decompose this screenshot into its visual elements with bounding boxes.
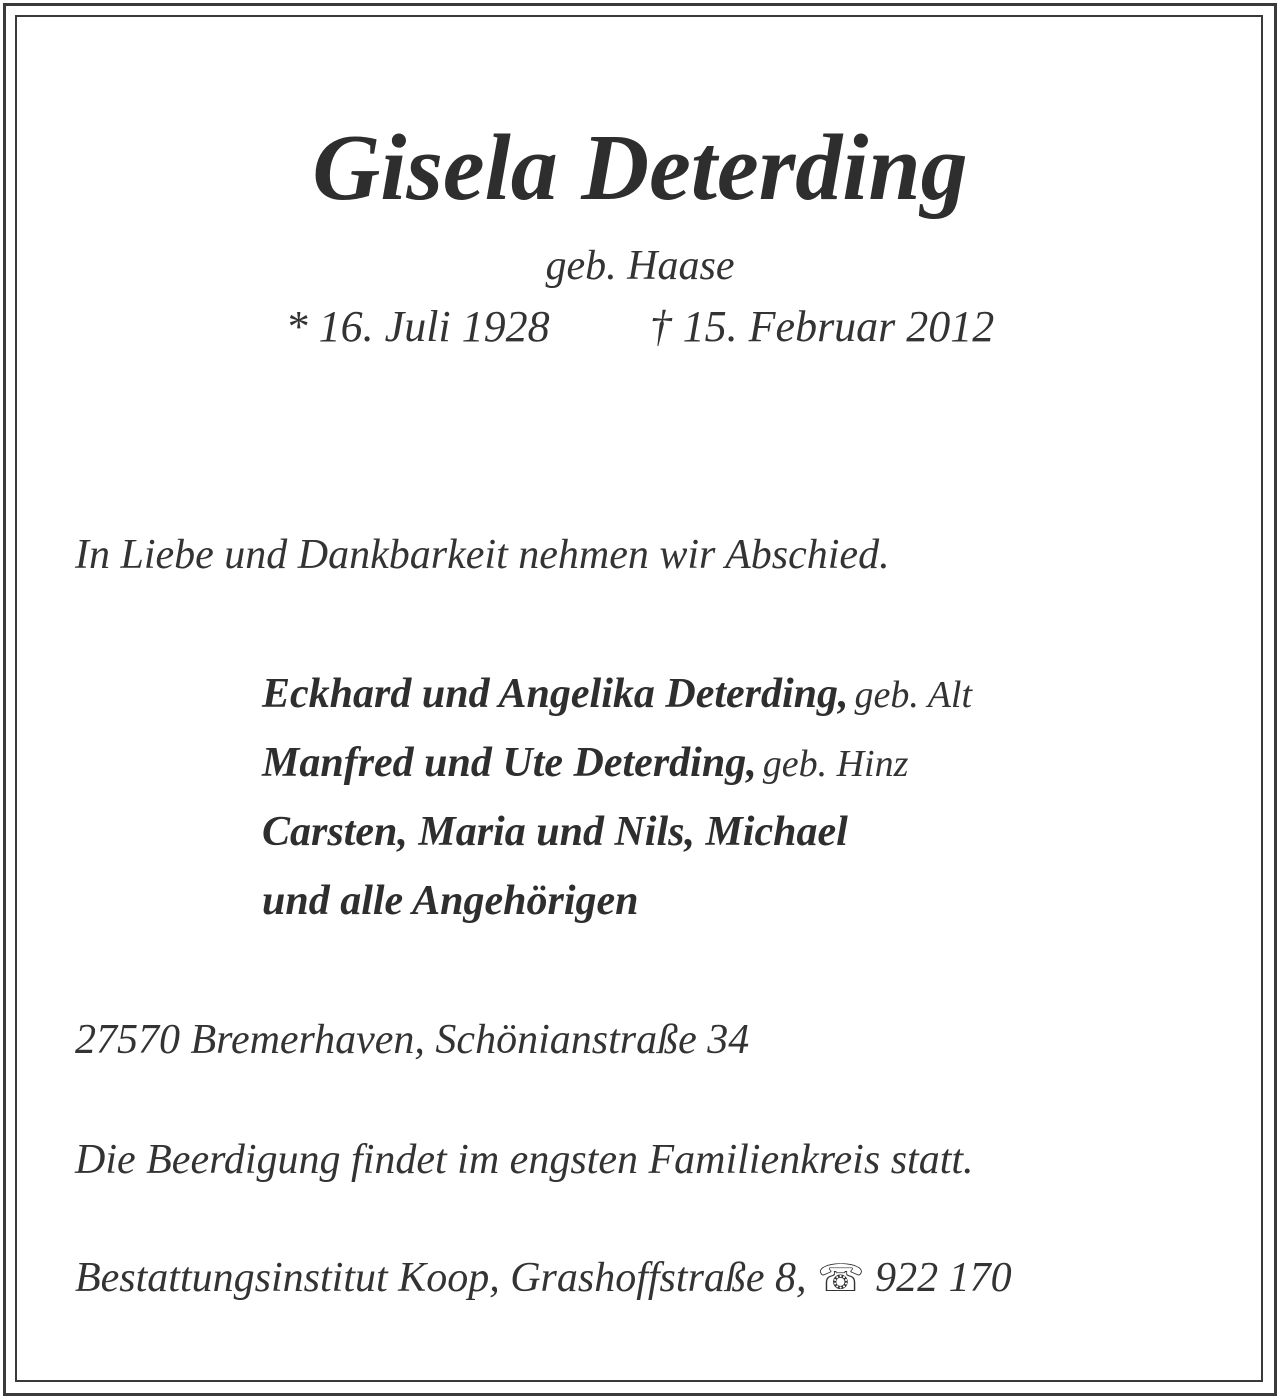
phone-number: 922 170 bbox=[875, 1255, 1012, 1301]
mourner-names: Eckhard und Angelika Deterding, bbox=[262, 671, 849, 717]
address: 27570 Bremerhaven, Schönianstraße 34 bbox=[75, 1017, 750, 1063]
mourner-row bbox=[262, 733, 972, 802]
birth-date: * 16. Juli 1928 bbox=[285, 302, 550, 351]
farewell-text: In Liebe und Dankbarkeit nehmen wir Abschied. bbox=[75, 532, 890, 578]
telephone-icon: ☏ bbox=[817, 1258, 865, 1300]
mourner-row bbox=[262, 802, 972, 871]
deceased-name: Gisela Deterding bbox=[312, 116, 968, 220]
undertaker-line bbox=[75, 1252, 1012, 1305]
burial-note: Die Beerdigung findet im engsten Familienkreis statt. bbox=[75, 1137, 974, 1183]
maiden-name: geb. Haase bbox=[545, 243, 735, 289]
mourner-maiden-name: geb. Hinz bbox=[762, 743, 909, 785]
life-dates bbox=[0, 300, 1280, 354]
mourner-row bbox=[262, 871, 972, 940]
mourner-maiden-name: geb. Alt bbox=[854, 674, 973, 716]
mourner-names: Carsten, Maria und Nils, Michael bbox=[262, 809, 848, 855]
mourner-names: und alle Angehörigen bbox=[262, 878, 639, 924]
mourner-row bbox=[262, 664, 972, 733]
undertaker-name: Bestattungsinstitut Koop, Grashoffstraße 8, bbox=[75, 1255, 807, 1301]
mourner-names: Manfred und Ute Deterding, bbox=[262, 740, 757, 786]
mourners-list bbox=[262, 664, 972, 940]
death-date: † 15. Februar 2012 bbox=[649, 302, 995, 351]
